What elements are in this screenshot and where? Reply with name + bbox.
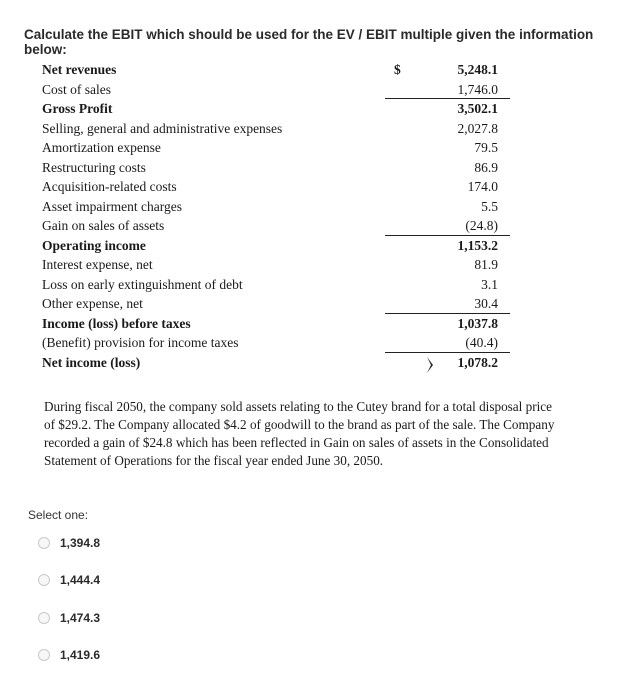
row-value: 79.5 [474, 140, 498, 155]
row-value: 81.9 [474, 257, 498, 272]
row-label: Loss on early extinguishment of debt [42, 276, 243, 292]
currency-symbol: $ [394, 62, 401, 77]
select-one-label: Select one: [28, 508, 89, 522]
statement-row-sga [40, 119, 510, 139]
row-value: 86.9 [474, 159, 498, 175]
row-label: Cost of sales [42, 81, 111, 97]
statement-row-asset-impairment [40, 197, 510, 217]
radio-icon[interactable] [38, 649, 50, 661]
option-label: 1,394.8 [60, 536, 101, 550]
arrow-icon [387, 353, 447, 375]
row-label: Gross Profit [42, 101, 113, 116]
income-statement [40, 60, 510, 372]
statement-row-amortization [40, 138, 510, 158]
radio-icon[interactable] [38, 612, 50, 624]
row-value: 1,037.8 [457, 315, 498, 331]
row-value: 174.0 [467, 179, 498, 194]
option-label: 1,474.3 [60, 611, 101, 625]
statement-row-gross-profit [40, 99, 510, 119]
statement-row-income-before-taxes [40, 314, 510, 334]
row-label: Gain on sales of assets [42, 218, 165, 233]
row-label: Restructuring costs [42, 159, 146, 175]
radio-icon[interactable] [38, 537, 50, 549]
option-label: 1,444.4 [60, 573, 101, 587]
row-label: Income (loss) before taxes [42, 315, 191, 331]
answer-option-2[interactable] [38, 570, 100, 590]
row-value: (24.8) [465, 218, 498, 233]
statement-row-net-revenues [40, 60, 510, 80]
row-label: Interest expense, net [42, 257, 153, 272]
question-text: Calculate the EBIT which should be used for the EV / EBIT multiple given the information below: [24, 27, 594, 57]
row-label: Net income (loss) [42, 354, 141, 370]
row-value: 1,153.2 [457, 237, 498, 253]
row-value: 3,502.1 [457, 101, 498, 116]
answer-option-4[interactable] [38, 645, 100, 665]
row-value: 3.1 [481, 276, 498, 292]
row-value: 1,078.2 [457, 354, 498, 370]
row-label: Selling, general and administrative expenses [42, 120, 283, 136]
answer-option-1[interactable] [38, 533, 100, 553]
statement-row-interest-expense [40, 255, 510, 275]
row-value: 2,027.8 [457, 120, 498, 136]
statement-row-restructuring [40, 158, 510, 178]
row-label: Net revenues [42, 62, 117, 77]
row-label: Other expense, net [42, 296, 143, 311]
row-value: (40.4) [465, 335, 498, 350]
row-label: Asset impairment charges [42, 198, 182, 214]
statement-row-other-expense [40, 294, 510, 314]
row-label: (Benefit) provision for income taxes [42, 335, 239, 350]
radio-icon[interactable] [38, 574, 50, 586]
row-value: 5.5 [481, 198, 498, 214]
option-label: 1,419.6 [60, 648, 101, 662]
row-label: Operating income [42, 237, 146, 253]
statement-row-cost-of-sales [40, 80, 510, 100]
row-label: Acquisition-related costs [42, 179, 177, 194]
statement-row-income-taxes [40, 333, 510, 353]
answer-option-3[interactable] [38, 608, 100, 628]
row-label: Amortization expense [42, 140, 161, 155]
disposal-note: During fiscal 2050, the company sold assets relating to the Cutey brand for a total disposal price of $29.2. The Company allocated $4.2 of goodwill to the brand as part of the sale. The Company recorded a gain of $24.8 which has been reflected in Gain on sales of assets in the Consolidated Statement of Operations for the fiscal year ended June 30, 2050. [44, 399, 555, 468]
statement-row-gain-on-sales [40, 216, 510, 236]
statement-row-loss-extinguishment [40, 275, 510, 295]
statement-row-acquisition-costs [40, 177, 510, 197]
row-value: 30.4 [474, 296, 498, 311]
row-value: 1,746.0 [457, 81, 498, 97]
statement-row-operating-income [40, 236, 510, 256]
row-value: 5,248.1 [457, 62, 498, 77]
